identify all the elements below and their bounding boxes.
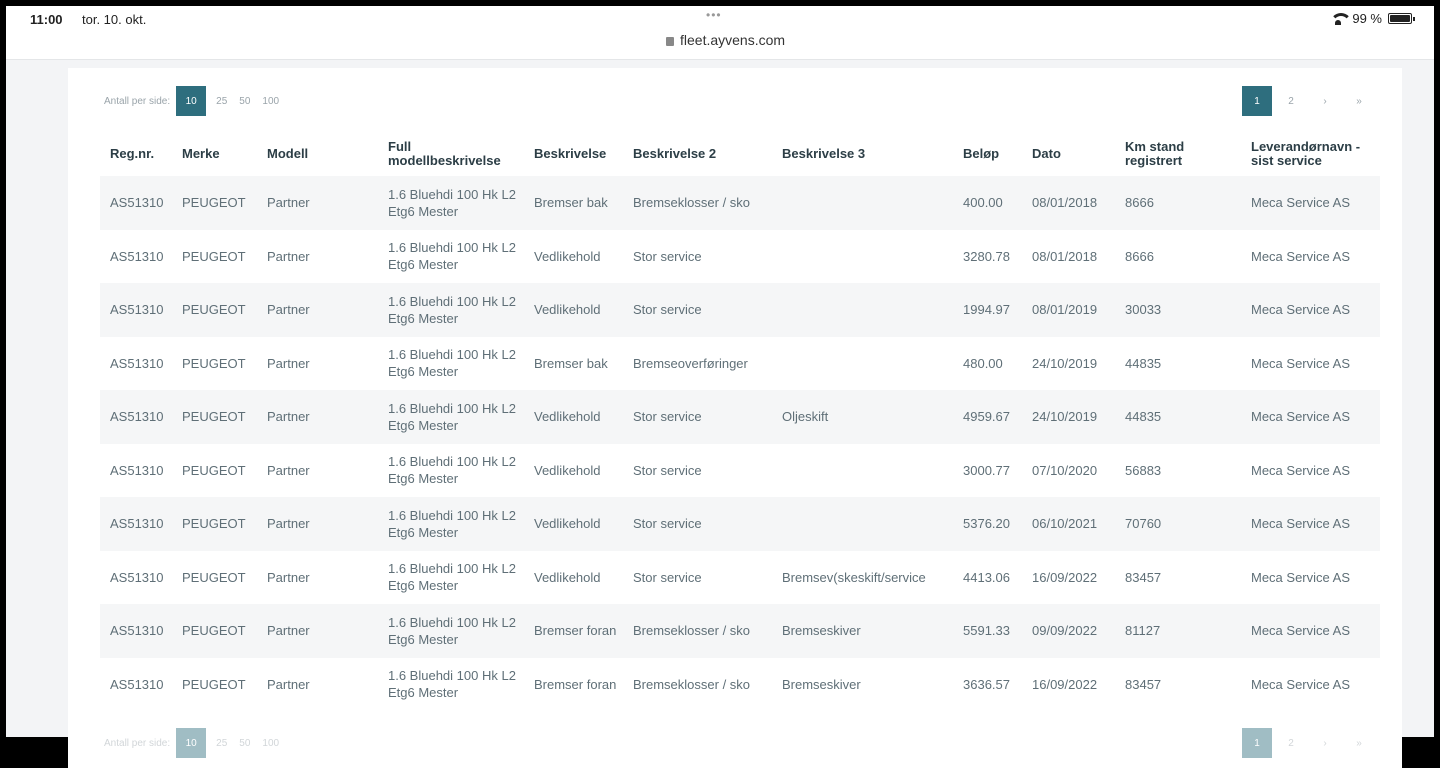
next-page-icon[interactable]: › xyxy=(1323,737,1327,749)
cell-reg-nr: AS51310 xyxy=(110,623,164,639)
cell-reg-nr: AS51310 xyxy=(110,195,164,211)
cell-km-stand: 44835 xyxy=(1125,355,1162,371)
cell-beskrivelse-2: Stor service xyxy=(633,516,702,532)
cell-merke: PEUGEOT xyxy=(182,516,246,532)
table-row[interactable] xyxy=(100,444,1380,498)
cell-beskrivelse-2: Stor service xyxy=(633,569,702,585)
cell-merke: PEUGEOT xyxy=(182,195,246,211)
status-date: tor. 10. okt. xyxy=(82,12,147,27)
table-row[interactable] xyxy=(100,283,1380,337)
cell-full-modellbeskrivelse: 1.6 Bluehdi 100 Hk L2 Etg6 Mester xyxy=(388,347,516,380)
cell-beskrivelse-3: Bremseskiver xyxy=(782,676,861,692)
cell-belop: 4959.67 xyxy=(963,409,1010,425)
per-page-label: Antall per side: xyxy=(104,95,171,107)
cell-beskrivelse-3 xyxy=(772,176,953,230)
cell-modell: Partner xyxy=(267,462,310,478)
more-dots-icon[interactable]: ••• xyxy=(706,8,722,22)
page-2-button[interactable]: 2 xyxy=(1288,737,1294,749)
cell-beskrivelse: Vedlikehold xyxy=(534,409,601,425)
cell-km-stand: 70760 xyxy=(1125,516,1162,532)
header-km-stand[interactable]: Km stand registrert xyxy=(1125,139,1185,168)
cell-reg-nr: AS51310 xyxy=(110,302,164,318)
header-beskrivelse-2[interactable]: Beskrivelse 2 xyxy=(633,146,717,161)
cell-belop: 3000.77 xyxy=(963,462,1010,478)
cell-beskrivelse: Vedlikehold xyxy=(534,516,601,532)
cell-dato: 09/09/2022 xyxy=(1032,623,1098,639)
cell-belop: 480.00 xyxy=(963,355,1003,371)
cell-modell: Partner xyxy=(267,516,310,532)
cell-beskrivelse-2: Stor service xyxy=(633,248,702,264)
cell-dato: 08/01/2018 xyxy=(1032,195,1098,211)
header-beskrivelse[interactable]: Beskrivelse xyxy=(534,146,607,161)
cell-modell: Partner xyxy=(267,569,310,585)
cell-belop: 3280.78 xyxy=(963,248,1010,264)
per-page-option-50[interactable]: 50 xyxy=(239,95,251,107)
cell-beskrivelse-3 xyxy=(772,497,953,551)
per-page-option-100[interactable]: 100 xyxy=(262,737,280,749)
cell-full-modellbeskrivelse: 1.6 Bluehdi 100 Hk L2 Etg6 Mester xyxy=(388,668,516,701)
cell-belop: 5591.33 xyxy=(963,623,1010,639)
page-nav xyxy=(1242,86,1374,116)
page-2-button[interactable]: 2 xyxy=(1288,95,1294,107)
cell-reg-nr: AS51310 xyxy=(110,676,164,692)
cell-modell: Partner xyxy=(267,248,310,264)
table-row[interactable] xyxy=(100,604,1380,658)
cell-beskrivelse: Bremser bak xyxy=(534,355,608,371)
cell-modell: Partner xyxy=(267,355,310,371)
cell-km-stand: 30033 xyxy=(1125,302,1162,318)
cell-full-modellbeskrivelse: 1.6 Bluehdi 100 Hk L2 Etg6 Mester xyxy=(388,186,516,219)
cell-reg-nr: AS51310 xyxy=(110,516,164,532)
cell-beskrivelse-3: Bremseskiver xyxy=(782,623,861,639)
cell-beskrivelse-2: Bremseoverføringer xyxy=(633,355,748,371)
cell-modell: Partner xyxy=(267,409,310,425)
pagination-top xyxy=(104,86,1374,116)
per-page-option-50[interactable]: 50 xyxy=(239,737,251,749)
cell-leverandornavn: Meca Service AS xyxy=(1251,409,1350,425)
cell-km-stand: 83457 xyxy=(1125,676,1162,692)
cell-km-stand: 8666 xyxy=(1125,248,1154,264)
cell-km-stand: 56883 xyxy=(1125,462,1162,478)
cell-leverandornavn: Meca Service AS xyxy=(1251,355,1350,371)
cell-reg-nr: AS51310 xyxy=(110,462,164,478)
service-history-card xyxy=(68,68,1402,768)
header-belop[interactable]: Beløp xyxy=(963,146,1000,161)
header-full-modellbeskrivelse[interactable]: Full modellbeskrivelse xyxy=(388,139,501,168)
cell-beskrivelse: Vedlikehold xyxy=(534,569,601,585)
cell-modell: Partner xyxy=(267,302,310,318)
wifi-icon xyxy=(1330,13,1346,25)
battery-icon xyxy=(1388,13,1412,24)
cell-belop: 400.00 xyxy=(963,195,1003,211)
cell-km-stand: 83457 xyxy=(1125,569,1162,585)
header-merke[interactable]: Merke xyxy=(182,146,220,161)
lock-icon xyxy=(666,37,674,46)
table-row[interactable] xyxy=(100,337,1380,391)
cell-dato: 07/10/2020 xyxy=(1032,462,1098,478)
next-page-icon[interactable]: › xyxy=(1323,95,1327,107)
cell-leverandornavn: Meca Service AS xyxy=(1251,462,1350,478)
battery-percent: 99 % xyxy=(1352,11,1382,26)
table-row[interactable] xyxy=(100,390,1380,444)
header-dato[interactable]: Dato xyxy=(1032,146,1061,161)
cell-beskrivelse-2: Stor service xyxy=(633,302,702,318)
cell-belop: 1994.97 xyxy=(963,302,1010,318)
cell-dato: 24/10/2019 xyxy=(1032,409,1098,425)
screen xyxy=(6,6,1434,749)
page-1-button[interactable]: 1 xyxy=(1242,728,1272,758)
cell-beskrivelse-2: Bremseklosser / sko xyxy=(633,676,751,692)
cell-full-modellbeskrivelse: 1.6 Bluehdi 100 Hk L2 Etg6 Mester xyxy=(388,507,516,540)
cell-merke: PEUGEOT xyxy=(182,409,246,425)
cell-merke: PEUGEOT xyxy=(182,248,246,264)
cell-beskrivelse-2: Bremseklosser / sko xyxy=(633,623,751,639)
per-page-option-100[interactable]: 100 xyxy=(262,95,280,107)
cell-modell: Partner xyxy=(267,676,310,692)
cell-dato: 08/01/2018 xyxy=(1032,248,1098,264)
header-leverandornavn[interactable]: Leverandørnavn - sist service xyxy=(1251,139,1361,168)
cell-beskrivelse-3 xyxy=(772,337,953,391)
cell-merke: PEUGEOT xyxy=(182,623,246,639)
table-header-row xyxy=(100,132,1380,176)
per-page-option-25[interactable]: 25 xyxy=(216,737,228,749)
cell-full-modellbeskrivelse: 1.6 Bluehdi 100 Hk L2 Etg6 Mester xyxy=(388,454,516,487)
cell-dato: 16/09/2022 xyxy=(1032,676,1098,692)
cell-merke: PEUGEOT xyxy=(182,462,246,478)
cell-km-stand: 81127 xyxy=(1125,623,1161,639)
cell-dato: 24/10/2019 xyxy=(1032,355,1098,371)
cell-beskrivelse-2: Bremseklosser / sko xyxy=(633,195,751,211)
cell-beskrivelse-3 xyxy=(772,230,953,284)
service-table xyxy=(100,132,1380,711)
pagination-bottom xyxy=(104,728,1374,758)
table-row[interactable] xyxy=(100,230,1380,284)
cell-leverandornavn: Meca Service AS xyxy=(1251,676,1350,692)
cell-modell: Partner xyxy=(267,623,310,639)
status-right xyxy=(1330,11,1412,26)
header-beskrivelse-3[interactable]: Beskrivelse 3 xyxy=(782,146,866,161)
cell-full-modellbeskrivelse: 1.6 Bluehdi 100 Hk L2 Etg6 Mester xyxy=(388,561,516,594)
cell-beskrivelse: Bremser foran xyxy=(534,623,617,639)
cell-leverandornavn: Meca Service AS xyxy=(1251,195,1350,211)
cell-dato: 08/01/2019 xyxy=(1032,302,1098,318)
cell-reg-nr: AS51310 xyxy=(110,355,164,371)
cell-leverandornavn: Meca Service AS xyxy=(1251,569,1350,585)
per-page-option-10[interactable]: 10 xyxy=(176,86,206,116)
cell-km-stand: 44835 xyxy=(1125,409,1162,425)
cell-merke: PEUGEOT xyxy=(182,302,246,318)
cell-reg-nr: AS51310 xyxy=(110,569,164,585)
last-page-icon[interactable]: » xyxy=(1356,737,1362,749)
per-page-option-10[interactable]: 10 xyxy=(176,728,206,758)
cell-beskrivelse-3 xyxy=(772,444,953,498)
cell-dato: 06/10/2021 xyxy=(1032,516,1098,532)
page-1-button[interactable]: 1 xyxy=(1242,86,1272,116)
url-text: fleet.ayvens.com xyxy=(680,32,786,48)
page-nav xyxy=(1242,728,1374,758)
cell-merke: PEUGEOT xyxy=(182,355,246,371)
address-bar[interactable] xyxy=(666,32,785,48)
cell-beskrivelse: Bremser bak xyxy=(534,195,608,211)
cell-beskrivelse-2: Stor service xyxy=(633,462,702,478)
table-row[interactable] xyxy=(100,551,1380,605)
cell-beskrivelse-2: Stor service xyxy=(633,409,702,425)
cell-belop: 4413.06 xyxy=(963,569,1010,585)
cell-beskrivelse: Vedlikehold xyxy=(534,462,601,478)
per-page-option-25[interactable]: 25 xyxy=(216,95,228,107)
cell-leverandornavn: Meca Service AS xyxy=(1251,516,1350,532)
cell-full-modellbeskrivelse: 1.6 Bluehdi 100 Hk L2 Etg6 Mester xyxy=(388,400,516,433)
cell-beskrivelse-3: Oljeskift xyxy=(782,409,829,425)
cell-leverandornavn: Meca Service AS xyxy=(1251,302,1350,318)
cell-beskrivelse-3: Bremsev(skeskift/service xyxy=(782,569,926,585)
per-page-label: Antall per side: xyxy=(104,737,171,749)
status-time: 11:00 xyxy=(30,12,63,27)
last-page-icon[interactable]: » xyxy=(1356,95,1362,107)
cell-leverandornavn: Meca Service AS xyxy=(1251,623,1350,639)
cell-full-modellbeskrivelse: 1.6 Bluehdi 100 Hk L2 Etg6 Mester xyxy=(388,614,516,647)
cell-reg-nr: AS51310 xyxy=(110,248,164,264)
cell-dato: 16/09/2022 xyxy=(1032,569,1098,585)
status-bar xyxy=(6,6,1434,60)
header-modell[interactable]: Modell xyxy=(267,146,309,161)
cell-beskrivelse: Bremser foran xyxy=(534,676,617,692)
cell-belop: 5376.20 xyxy=(963,516,1010,532)
cell-full-modellbeskrivelse: 1.6 Bluehdi 100 Hk L2 Etg6 Mester xyxy=(388,240,516,273)
cell-beskrivelse: Vedlikehold xyxy=(534,302,601,318)
cell-reg-nr: AS51310 xyxy=(110,409,164,425)
table-row[interactable] xyxy=(100,497,1380,551)
cell-merke: PEUGEOT xyxy=(182,569,246,585)
header-reg-nr[interactable]: Reg.nr. xyxy=(110,146,155,161)
cell-km-stand: 8666 xyxy=(1125,195,1154,211)
cell-leverandornavn: Meca Service AS xyxy=(1251,248,1350,264)
cell-beskrivelse-3 xyxy=(772,283,953,337)
cell-merke: PEUGEOT xyxy=(182,676,246,692)
cell-belop: 3636.57 xyxy=(963,676,1010,692)
cell-beskrivelse: Vedlikehold xyxy=(534,248,601,264)
table-row[interactable] xyxy=(100,658,1380,712)
table-row[interactable] xyxy=(100,176,1380,230)
cell-modell: Partner xyxy=(267,195,310,211)
cell-full-modellbeskrivelse: 1.6 Bluehdi 100 Hk L2 Etg6 Mester xyxy=(388,293,516,326)
